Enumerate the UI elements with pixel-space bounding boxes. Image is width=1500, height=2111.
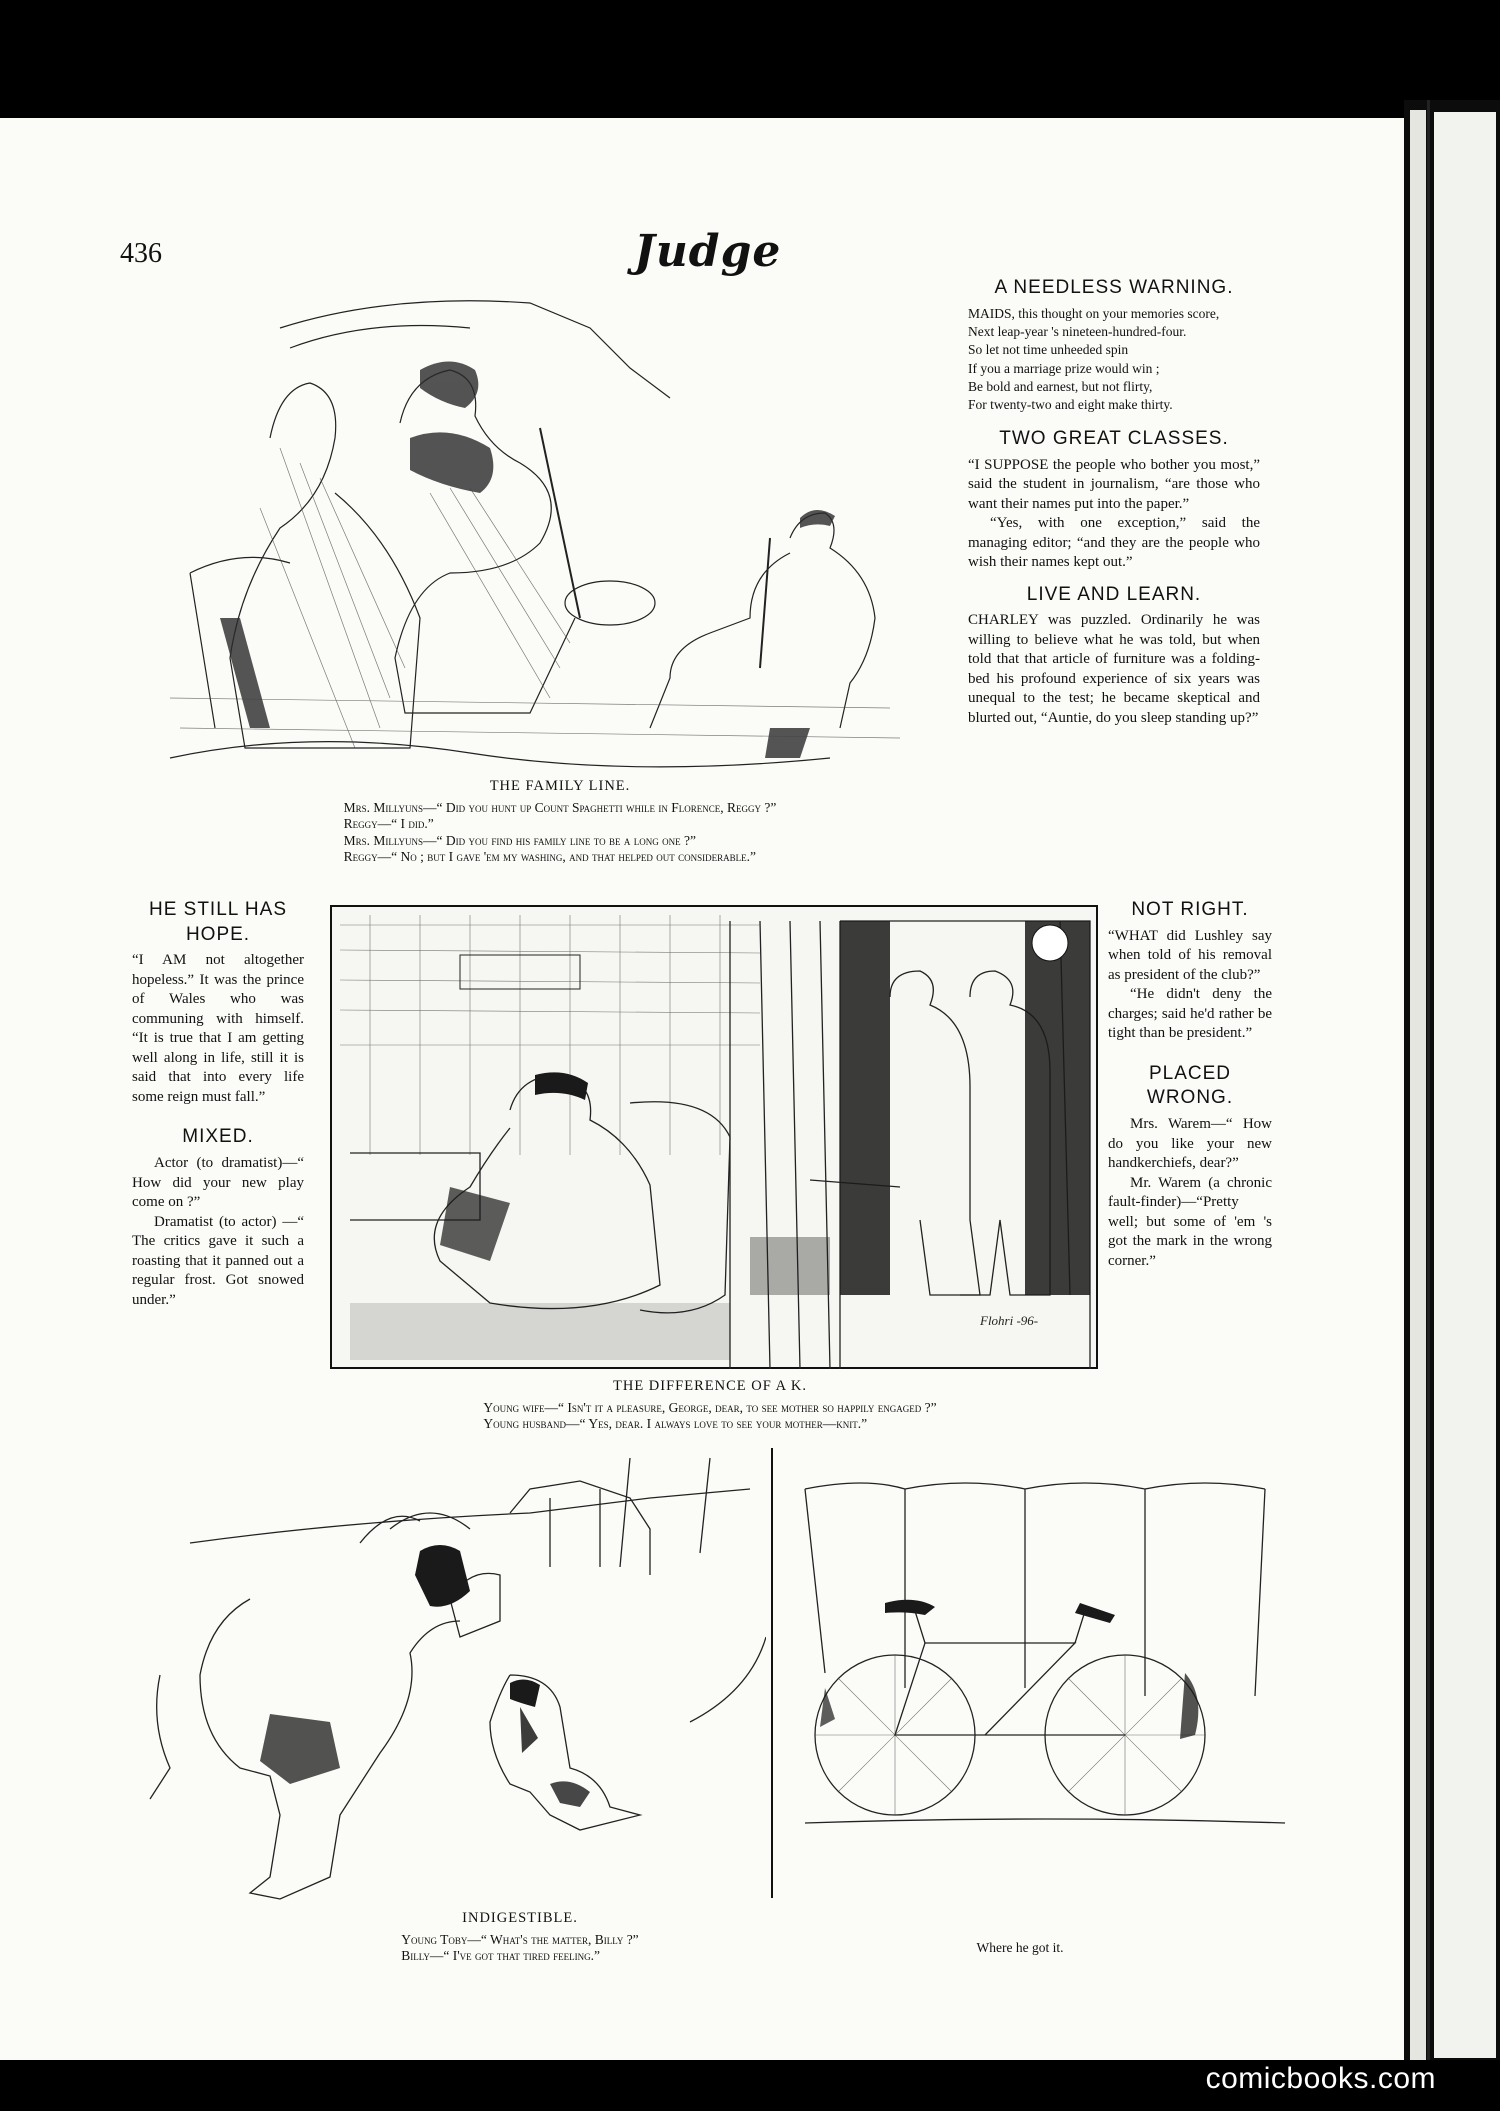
site-watermark: comicbooks.com (1205, 2062, 1436, 2095)
magazine-page (0, 118, 1404, 2060)
next-page-edge (1434, 112, 1496, 2058)
caption-line: Mrs. Millyuns—“ Did you find his family line to be a long one ?” (343, 832, 696, 848)
where-he-got-it-caption (900, 1940, 1140, 1956)
story-paragraph: Dramatist (to actor) —“ The critics gave it such a roasting that it panned out a regular frost. Got snowed under.” (132, 1213, 304, 1308)
verse-line: For twenty-two and eight make thirty. (968, 397, 1173, 413)
verse-line: MAIDS, this thought on your memories score, (968, 305, 1220, 321)
masthead: Judge (634, 226, 782, 277)
caption-line: Billy—“ I've got that tired feeling.” (401, 1948, 601, 1964)
right-column-middle (1108, 898, 1272, 1271)
story-paragraph: “WHAT did Lushley say when told of his removal as president of the club?” (1108, 927, 1272, 983)
page-number: 436 (120, 238, 162, 269)
caption-line: Young husband—“ Yes, dear. I always love to see your mother—knit.” (483, 1416, 868, 1432)
heading-two-great-classes: TWO GREAT CLASSES. (999, 427, 1229, 449)
indigestible-illustration (130, 1443, 766, 1903)
artist-signature: Flohri -96- (980, 1313, 1039, 1328)
caption-line: Young wife—“ Isn't it a pleasure, George, dear, to see mother so happily engaged ?” (483, 1399, 937, 1415)
verse-line: Next leap-year 's nineteen-hundred-four. (968, 324, 1187, 340)
story-paragraph: “Yes, with one exception,” said the managing editor; “and they are the people who wish their names kept out.” (968, 515, 1260, 571)
caption-line: Reggy—“ I did.” (343, 816, 434, 832)
verse-line: Be bold and earnest, but not flirty, (968, 379, 1153, 395)
caption-line: Young Toby—“ What's the matter, Billy ?” (401, 1931, 639, 1947)
family-line-caption (250, 778, 870, 866)
where-he-got-it-illustration (785, 1443, 1305, 1903)
story-paragraph: “I AM not altogether hopeless.” It was the prince of Wales who was communing with himself. “It is true that I am getting well along in life, still it is said that into every life some reign must fall.” (132, 952, 304, 1105)
heading-live-and-learn: LIVE AND LEARN. (1026, 583, 1202, 605)
page-edge (1410, 110, 1426, 2060)
column-divider (771, 1448, 773, 1898)
caption-line: Where he got it. (976, 1940, 1064, 1955)
indigestible-caption (280, 1910, 760, 1965)
heading-still-has-hope: HE STILL HAS HOPE. (148, 899, 287, 945)
caption-title: INDIGESTIBLE. (462, 1910, 578, 1926)
left-column-middle (132, 898, 304, 1310)
heading-not-right: NOT RIGHT. (1131, 899, 1249, 920)
heading-placed-wrong: PLACED WRONG. (1146, 1062, 1234, 1109)
story-paragraph: “He didn't deny the charges; said he'd rather be tight than be president.” (1108, 986, 1272, 1042)
right-column-top (968, 276, 1260, 728)
family-line-illustration (130, 288, 930, 778)
heading-needless-warning: A NEEDLESS WARNING. (994, 277, 1234, 298)
difference-of-a-k-caption (350, 1378, 1070, 1433)
caption-line: Reggy—“ No ; but I gave 'em my washing, and that helped out considerable.” (343, 849, 756, 865)
spine-line (1427, 100, 1430, 2060)
top-scan-border (0, 0, 1500, 118)
difference-of-a-k-illustration (330, 905, 1098, 1369)
verse-line: So let not time unheeded spin (968, 342, 1129, 358)
caption-line: Mrs. Millyuns—“ Did you hunt up Count Spaghetti while in Florence, Reggy ?” (343, 799, 777, 815)
verse-line: If you a marriage prize would win ; (968, 360, 1160, 376)
story-paragraph: Mrs. Warem—“ How do you like your new handkerchiefs, dear?” (1108, 1116, 1272, 1172)
caption-title: THE FAMILY LINE. (489, 778, 631, 794)
heading-mixed: MIXED. (182, 1126, 254, 1148)
caption-title: THE DIFFERENCE OF A K. (612, 1378, 807, 1394)
story-paragraph: Actor (to dramatist)—“ How did your new play come on ?” (132, 1155, 304, 1211)
story-paragraph: CHARLEY was puzzled. Ordinarily he was willing to believe what he was told, but when told that that article of furniture was a folding-bed his profound experience of six years was unequal to the test; he became skeptical and blurted out, “Auntie, do you sleep standing up?” (968, 612, 1260, 726)
story-paragraph: Mr. Warem (a chronic fault-finder)—“Pretty well; but some of 'em 's got the mark in the wrong corner.” (1108, 1174, 1272, 1269)
story-paragraph: “I SUPPOSE the people who bother you most,” said the student in journalism, “are those who want their names put into the paper.” (968, 456, 1260, 512)
